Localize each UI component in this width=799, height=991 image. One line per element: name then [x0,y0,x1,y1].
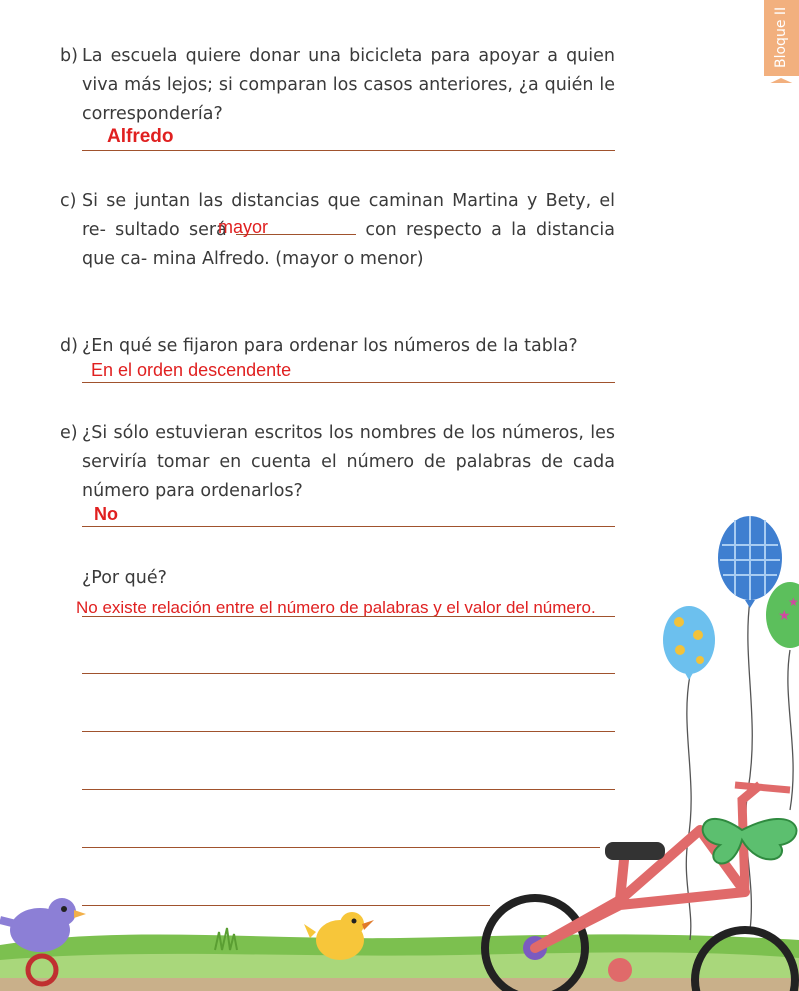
tab-ribbon-cut [764,76,799,86]
answer-d: En el orden descendente [91,360,292,380]
dotted-balloon [663,606,715,680]
svg-text:★: ★ [788,595,799,609]
answer-c: mayor [218,217,269,237]
question-d-label: d) [60,336,78,356]
answer-why: No existe relación entre el número de palabras y el valor del número. [76,598,596,617]
green-balloon [766,582,799,648]
svg-text:★: ★ [778,608,791,624]
answer-e: No [94,504,118,524]
question-c-before: Si se juntan las distancias que caminan Martina y Bety, el re- sultado será [82,191,615,240]
illustration [0,500,799,991]
question-e-label: e) [60,423,78,443]
question-c-label: c) [60,191,77,211]
question-e-text: ¿Si sólo estuvieran escritos los nombres de los números, les serviría tomar en cuenta el número de palabras de cada número para ordenarlos? [82,423,615,501]
question-b-label: b) [60,46,78,66]
question-d-text: ¿En qué se fijaron para ordenar los números de la tabla? [82,336,578,356]
answer-line-b[interactable] [82,150,615,151]
bloque-label: Bloque II [773,6,789,68]
answer-line-d[interactable] [82,382,615,383]
answer-b: Alfredo [107,126,174,147]
question-why-text: ¿Por qué? [82,568,167,588]
question-b-text: La escuela quiere donar una bicicleta para apoyar a quien viva más lejos; si comparan los casos anteriores, ¿a quién le correspondería? [82,46,615,124]
question-c-after: con respecto a la distancia que ca- mina Alfredo. (mayor o menor) [82,220,615,269]
grass-ground [0,928,799,991]
question-c-text [82,187,615,274]
